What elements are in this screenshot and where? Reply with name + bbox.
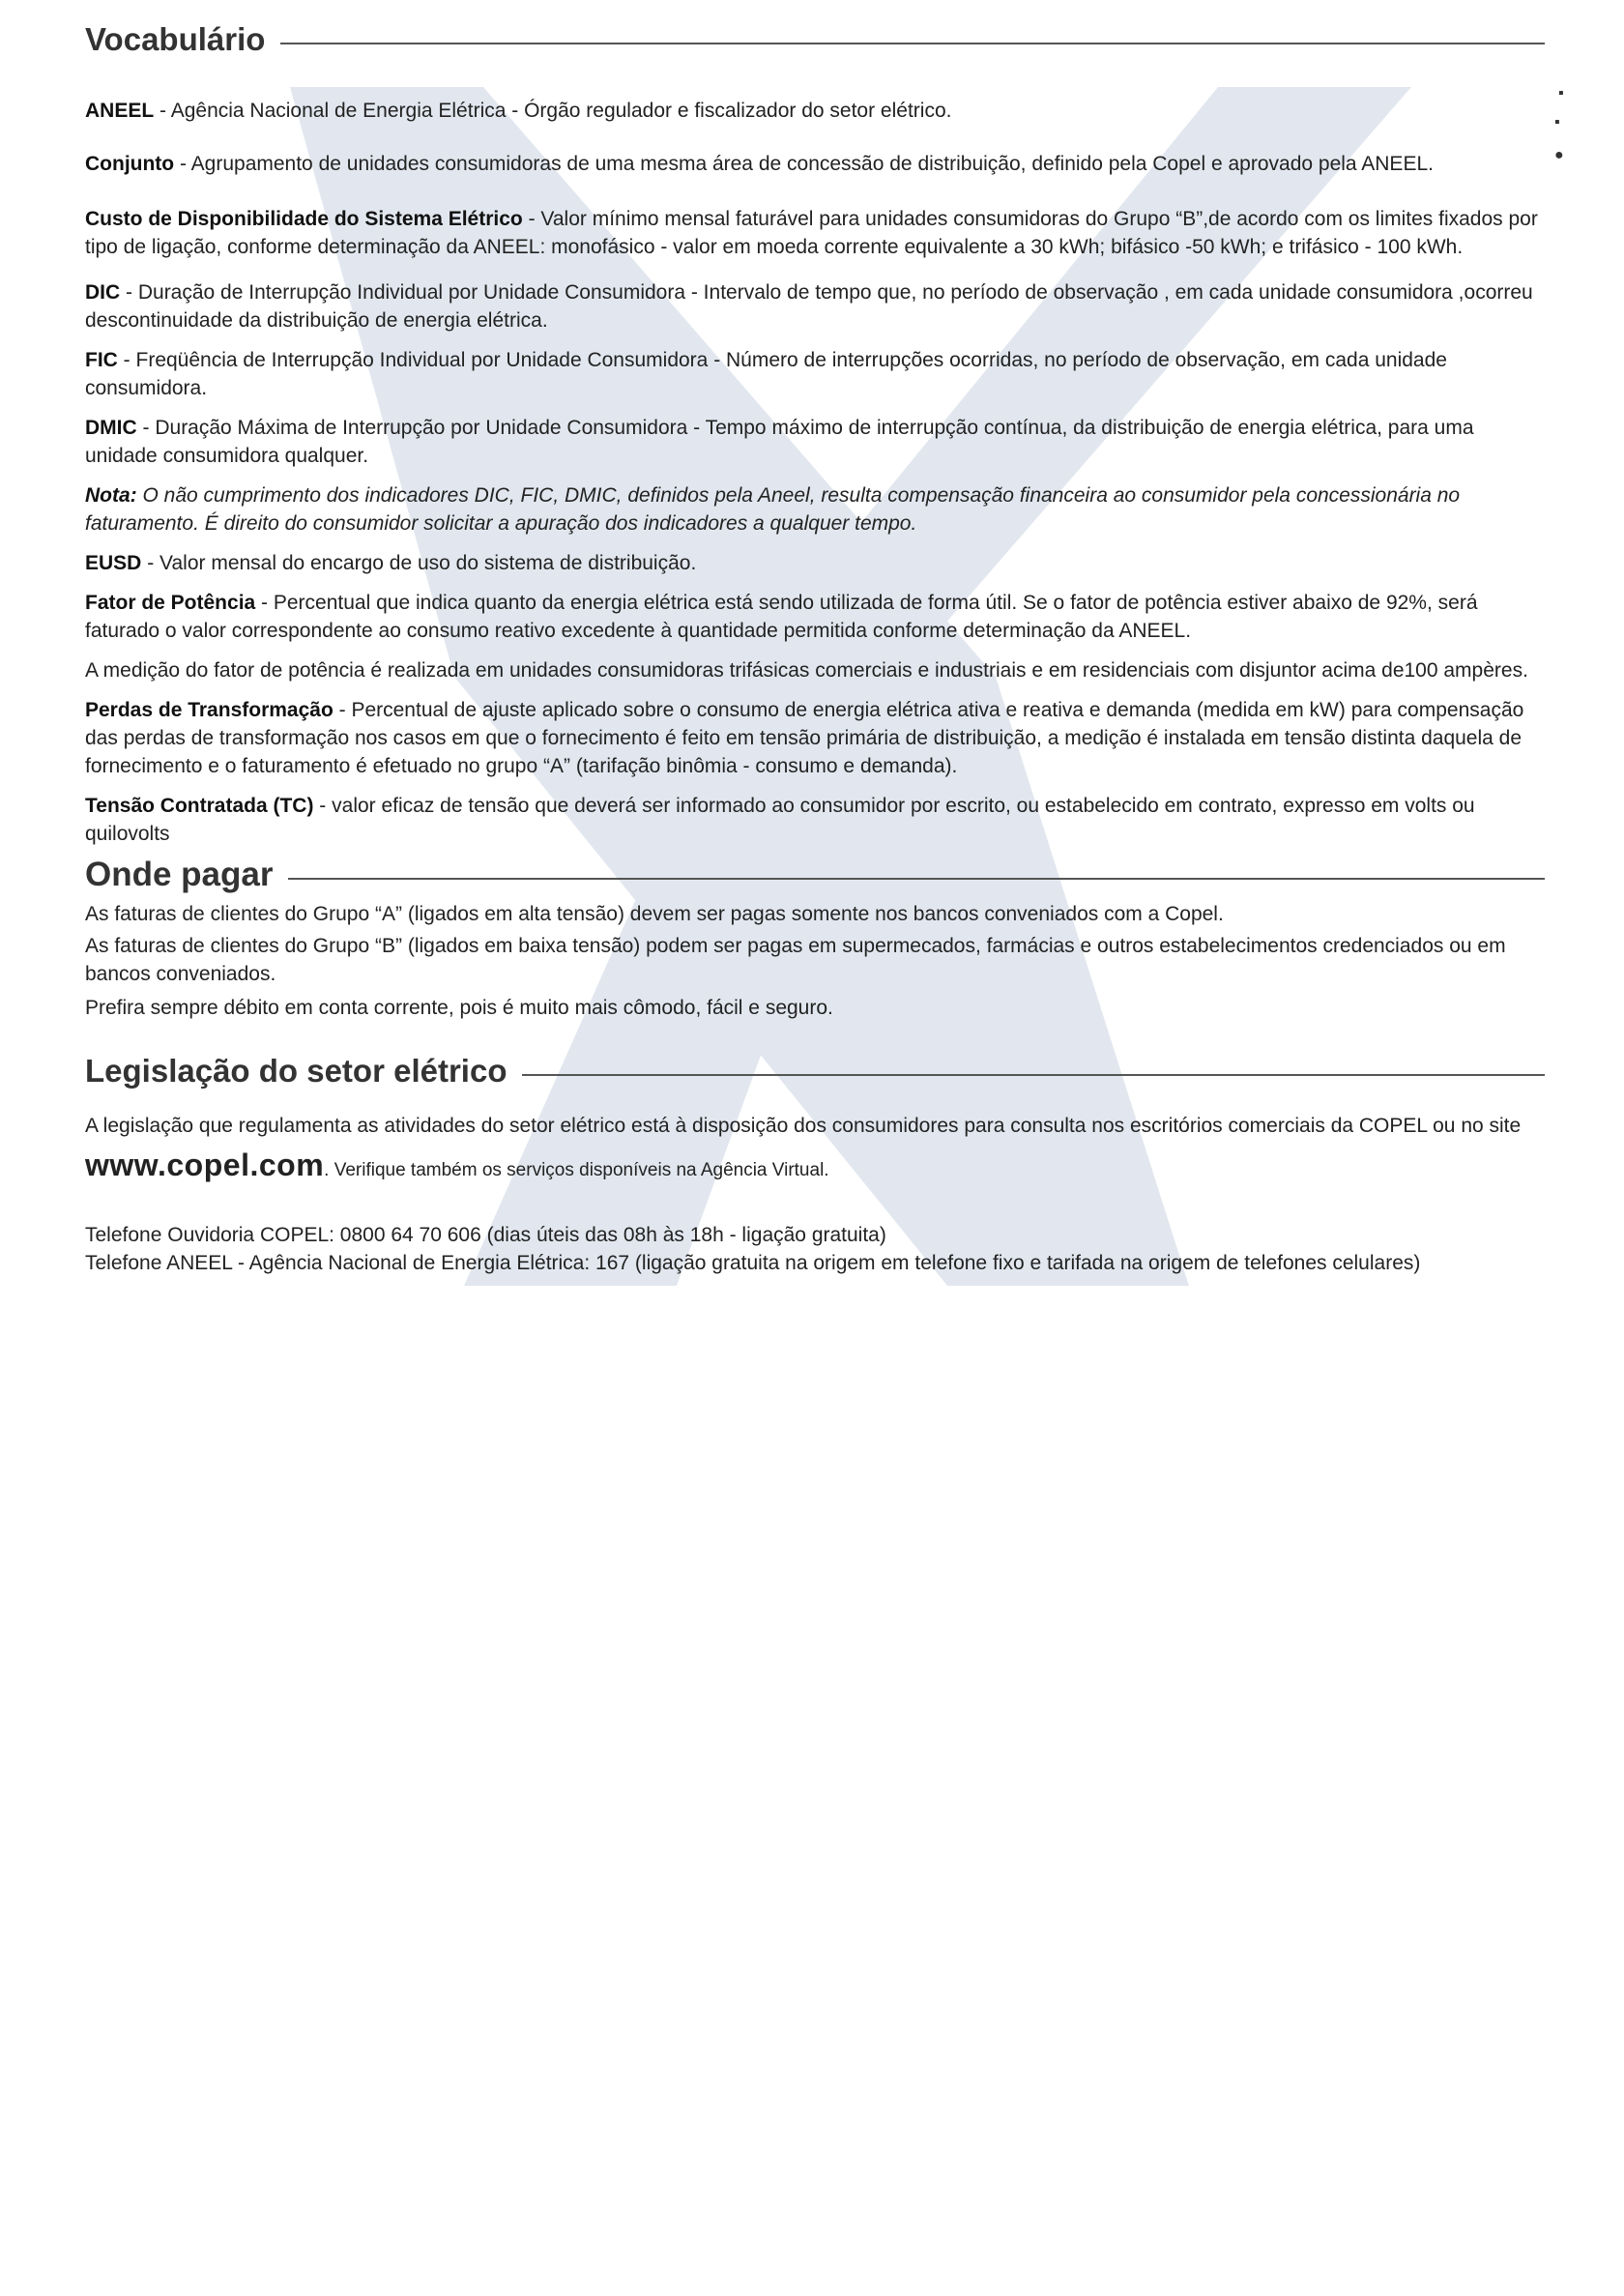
term: Perdas de Transformação bbox=[85, 699, 334, 721]
vocab-entry-dic: DIC - Duração de Interrupção Individual por Unidade Consumidora - Intervalo de tempo que, no período de observação , em cada unidade consumidora ,ocorreu descontinuidade da distribuição de energia elétrica. bbox=[85, 281, 1533, 332]
onde-p2: As faturas de clientes do Grupo “B” (ligados em baixa tensão) podem ser pagas em supermecados, farmácias e outros estabelecimentos credenciados ou em bancos conveniados. bbox=[85, 935, 1506, 985]
scan-mark-dot: ▪ bbox=[1558, 85, 1564, 102]
definition: Duração Máxima de Interrupção por Unidade Consumidora - Tempo máximo de interrupção contínua, da distribuição de energia elétrica, para uma unidade consumidora qualquer. bbox=[85, 417, 1474, 467]
vocab-entry-conjunto: Conjunto - Agrupamento de unidades consumidoras de uma mesma área de concessão de distribuição, definido pela Copel e aprovado pela ANEEL. bbox=[85, 153, 1434, 175]
definition: Freqüência de Interrupção Individual por Unidade Consumidora - Número de interrupções ocorridas, no período de observação, em cada unidade consumidora. bbox=[85, 349, 1447, 399]
vocab-entry-dmic: DMIC - Duração Máxima de Interrupção por Unidade Consumidora - Tempo máximo de interrupção contínua, da distribuição de energia elétrica, para uma unidade consumidora qualquer. bbox=[85, 417, 1474, 467]
definition: Valor mensal do encargo de uso do sistema de distribuição. bbox=[160, 552, 697, 574]
heading-rule bbox=[288, 878, 1545, 880]
heading-rule bbox=[522, 1074, 1545, 1076]
telefone-ouvidoria: Telefone Ouvidoria COPEL: 0800 64 70 606 (dias úteis das 08h às 18h - ligação gratuita) bbox=[85, 1224, 886, 1246]
vocab-entry-eusd: EUSD - Valor mensal do encargo de uso do sistema de distribuição. bbox=[85, 552, 697, 574]
definition: valor eficaz de tensão que deverá ser informado ao consumidor por escrito, ou estabelecido em contrato, expresso em volts ou quilovolts bbox=[85, 795, 1475, 845]
vocab-entry-fator-potencia: Fator de Potência - Percentual que indica quanto da energia elétrica está sendo utilizada de forma útil. Se o fator de potência estiver abaixo de 92%, será faturado o valor correspondente ao consumo reativo excedente à quantidade permitida conforme determinação da ANEEL. bbox=[85, 592, 1478, 642]
section-title: Vocabulário bbox=[85, 21, 266, 57]
definition: Percentual de ajuste aplicado sobre o consumo de energia elétrica ativa e reativa e demanda (medida em kW) para compensação das perdas de transformação nos casos em que o fornecimento é feito em tensão primária de distribuição, a medição é instalada em tensão distinta daquela de fornecimento e o faturamento é efetuado no grupo “A” (tarifação binômia - consumo e demanda). bbox=[85, 699, 1524, 777]
term: FIC bbox=[85, 349, 118, 371]
term: DMIC bbox=[85, 417, 137, 439]
page bbox=[85, 21, 1545, 1277]
heading-rule bbox=[280, 43, 1545, 44]
vocab-entry-perdas-transformacao: Perdas de Transformação - Percentual de ajuste aplicado sobre o consumo de energia elétrica ativa e reativa e demanda (medida em kW) para compensação das perdas de transformação nos casos em que o fornecimento é feito em tensão primária de distribuição, a medição é instalada em tensão distinta daquela de fornecimento e o faturamento é efetuado no grupo “A” (tarifação binômia - consumo e demanda). bbox=[85, 699, 1524, 777]
nota bbox=[85, 481, 1545, 538]
onde-p3: Prefira sempre débito em conta corrente, pois é muito mais cômodo, fácil e seguro. bbox=[85, 997, 833, 1019]
onde-pagar-heading bbox=[85, 856, 1545, 894]
term: Conjunto bbox=[85, 153, 175, 175]
vocabulario-heading bbox=[85, 21, 1545, 58]
section-title: Legislação do setor elétrico bbox=[85, 1053, 508, 1089]
term: ANEEL bbox=[85, 100, 155, 122]
term: Custo de Disponibilidade do Sistema Elétrico bbox=[85, 208, 523, 230]
nota-text: O não cumprimento dos indicadores DIC, FIC, DMIC, definidos pela Aneel, resulta compensação financeira ao consumidor pela concessionária no faturamento. É direito do consumidor solicitar a apuração dos indicadores a qualquer tempo. bbox=[85, 484, 1461, 535]
vocab-entry-aneel: ANEEL - Agência Nacional de Energia Elétrica - Órgão regulador e fiscalizador do setor elétrico. bbox=[85, 100, 952, 122]
onde-p1: As faturas de clientes do Grupo “A” (ligados em alta tensão) devem ser pagas somente nos bancos conveniados com a Copel. bbox=[85, 903, 1224, 925]
legislacao-paragraph: A legislação que regulamenta as atividades do setor elétrico está à disposição dos consumidores para consulta nos escritórios comerciais da COPEL ou no site www.copel.com. Verifique também os serviços disponíveis na Agência Virtual. bbox=[85, 1115, 1522, 1182]
term: DIC bbox=[85, 281, 121, 304]
copel-site-link[interactable]: www.copel.com bbox=[85, 1148, 325, 1182]
definition: Agência Nacional de Energia Elétrica - Órgão regulador e fiscalizador do setor elétrico. bbox=[170, 100, 952, 122]
medicao-paragraph: A medição do fator de potência é realizada em unidades consumidoras trifásicas comerciais e industriais e em residenciais com disjuntor acima de100 ampères. bbox=[85, 659, 1528, 682]
scan-mark-dot: ● bbox=[1554, 147, 1564, 163]
term: EUSD bbox=[85, 552, 142, 574]
vocab-entry-custo-disponibilidade: Custo de Disponibilidade do Sistema Elétrico - Valor mínimo mensal faturável para unidades consumidoras do Grupo “B”,de acordo com os limites fixados por tipo de ligação, conforme determinação da ANEEL: monofásico - valor em moeda corrente equivalente a 30 kWh; bifásico -50 kWh; e trifásico - 100 kWh. bbox=[85, 208, 1538, 258]
definition: Percentual que indica quanto da energia elétrica está sendo utilizada de forma útil. Se o fator de potência estiver abaixo de 92%, será faturado o valor correspondente ao consumo reativo excedente à quantidade permitida conforme determinação da ANEEL. bbox=[85, 592, 1478, 642]
legislacao-heading bbox=[85, 1053, 1545, 1090]
nota-label: Nota: bbox=[85, 484, 137, 507]
definition: Valor mínimo mensal faturável para unidades consumidoras do Grupo “B”,de acordo com os limites fixados por tipo de ligação, conforme determinação da ANEEL: monofásico - valor em moeda corrente equivalente a 30 kWh; bifásico -50 kWh; e trifásico - 100 kWh. bbox=[85, 208, 1538, 258]
term: Tensão Contratada (TC) bbox=[85, 795, 314, 817]
section-title: Onde pagar bbox=[85, 856, 274, 893]
scan-mark-dot: ▪ bbox=[1554, 114, 1560, 131]
definition: Duração de Interrupção Individual por Unidade Consumidora - Intervalo de tempo que, no período de observação , em cada unidade consumidora ,ocorreu descontinuidade da distribuição de energia elétrica. bbox=[85, 281, 1533, 332]
definition: Agrupamento de unidades consumidoras de uma mesma área de concessão de distribuição, definido pela Copel e aprovado pela ANEEL. bbox=[190, 153, 1434, 175]
vocab-entry-fic: FIC - Freqüência de Interrupção Individual por Unidade Consumidora - Número de interrupções ocorridas, no período de observação, em cada unidade consumidora. bbox=[85, 349, 1447, 399]
telefone-aneel: Telefone ANEEL - Agência Nacional de Energia Elétrica: 167 (ligação gratuita na origem em telefone fixo e tarifada na origem de telefones celulares) bbox=[85, 1252, 1421, 1274]
term: Fator de Potência bbox=[85, 592, 256, 614]
vocab-entry-tensao-contratada: Tensão Contratada (TC) - valor eficaz de tensão que deverá ser informado ao consumidor por escrito, ou estabelecido em contrato, expresso em volts ou quilovolts bbox=[85, 795, 1475, 845]
